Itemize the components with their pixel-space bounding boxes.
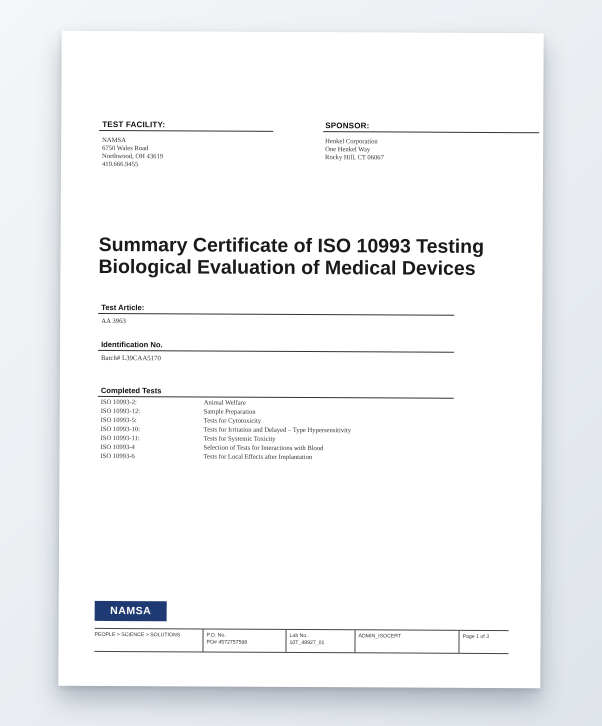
footer-tagline: PEOPLE > SCIENCE > SOLUTIONS <box>94 631 181 639</box>
test-name: Tests for Local Effects after Implantation <box>203 453 313 462</box>
address-line: NAMSA <box>102 136 126 145</box>
test-code: ISO 10993-11: <box>100 434 140 443</box>
test-name: Animal Welfare <box>203 399 246 407</box>
certificate-page <box>58 31 543 689</box>
test-article-label: Test Article: <box>101 302 145 313</box>
test-code: ISO 10993-2: <box>100 398 137 407</box>
test-code: ISO 10993-4 <box>100 443 135 452</box>
po-value: PO# 4572757598 <box>206 639 248 646</box>
test-code: ISO 10993-12: <box>100 407 141 416</box>
address-line: 419.666.9455 <box>102 160 139 169</box>
lab-label: Lab No. <box>289 632 308 640</box>
footer-po-cell <box>202 629 285 651</box>
test-name: Tests for Cytotoxicity <box>203 417 262 425</box>
test-facility-rule <box>99 130 273 132</box>
completed-tests-label: Completed Tests <box>100 385 162 396</box>
address-line: Northwood, OH 43619 <box>102 152 164 161</box>
identification-label: Identification No. <box>101 339 163 350</box>
footer-page-number: Page 1 of 3 <box>458 631 508 653</box>
address-line: Henkel Corporation <box>325 138 378 146</box>
test-code: ISO 10993-5: <box>100 416 137 425</box>
certificate-title <box>98 234 484 280</box>
test-name: Sample Preparation <box>203 408 256 416</box>
identification-value: Batch# L39CAA5170 <box>100 354 161 363</box>
test-code: ISO 10993-6 <box>100 452 135 461</box>
title-line-2: Biological Evaluation of Medical Devices <box>98 255 476 280</box>
lab-value: 10T_48927_01 <box>289 639 325 646</box>
test-name: Selection of Tests for Interactions with Blood <box>203 444 324 453</box>
address-line: 6750 Wales Road <box>102 144 149 153</box>
completed-tests-list <box>100 398 351 462</box>
address-line: One Henkel Way <box>325 146 371 154</box>
footer-lab-cell <box>285 630 354 652</box>
title-line-1: Summary Certificate of ISO 10993 Testing <box>98 233 485 258</box>
namsa-logo: NAMSA <box>95 601 167 621</box>
test-article-value: AA 3963 <box>101 317 126 326</box>
test-facility-label: TEST FACILITY: <box>102 119 166 130</box>
sponsor-rule <box>323 131 539 133</box>
po-label: P.O. No. <box>206 632 226 639</box>
test-row <box>100 452 351 462</box>
address-line: Rocky Hill, CT 06067 <box>325 154 384 162</box>
sponsor-label: SPONSOR: <box>325 121 370 131</box>
test-name: Tests for Irritation and Delayed – Type Hypersensitivity <box>203 426 352 435</box>
identification-rule <box>98 350 454 353</box>
footer-doc-code: ADMIN_ISOCERT <box>354 630 458 653</box>
test-name: Tests for Systemic Toxicity <box>203 435 276 443</box>
test-facility-address <box>102 137 163 169</box>
sponsor-address <box>325 138 384 162</box>
footer-bar <box>94 628 508 654</box>
test-code: ISO 10993-10: <box>100 425 141 434</box>
test-article-rule <box>98 313 454 316</box>
